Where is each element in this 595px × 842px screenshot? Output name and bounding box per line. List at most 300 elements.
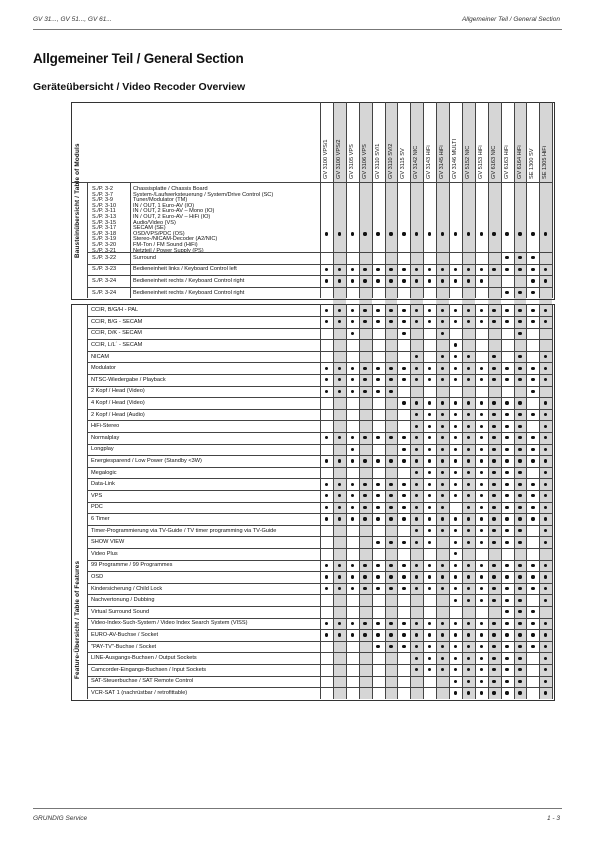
feature-dot bbox=[467, 680, 470, 683]
module-row-dot bbox=[376, 279, 379, 282]
feature-dot bbox=[402, 332, 405, 335]
column-header: GV 6163 HiFi bbox=[503, 145, 510, 179]
column-line bbox=[372, 102, 373, 298]
feature-dot bbox=[480, 309, 483, 312]
feature-dot bbox=[376, 517, 379, 520]
feature-dot bbox=[480, 691, 483, 694]
column-header: SE 1305 HiFi bbox=[542, 146, 549, 179]
row-line bbox=[87, 397, 553, 398]
feature-dot bbox=[402, 309, 405, 312]
feature-dot bbox=[518, 680, 521, 683]
feature-dot bbox=[531, 483, 534, 486]
column-line bbox=[359, 102, 360, 298]
feature-dot bbox=[505, 691, 508, 694]
feature-name: CCIR, B/G/H - PAL bbox=[91, 307, 139, 314]
row-line bbox=[87, 664, 553, 665]
row-line bbox=[87, 618, 553, 619]
module-row-dot bbox=[402, 279, 405, 282]
feature-dot bbox=[467, 425, 470, 428]
feature-dot bbox=[518, 599, 521, 602]
feature-dot bbox=[480, 599, 483, 602]
feature-name: SAT-Steuerbuchse / SAT Remote Control bbox=[91, 678, 194, 685]
feature-dot bbox=[505, 309, 508, 312]
module-row-ref: S./P. 3-22 bbox=[92, 254, 117, 261]
row-line bbox=[87, 374, 553, 375]
module-name: Chassisplatte / Chassis Board bbox=[133, 186, 208, 192]
feature-dot bbox=[518, 633, 521, 636]
column-line bbox=[397, 102, 398, 298]
feature-dot bbox=[338, 459, 341, 462]
feature-name: SHOW VIEW bbox=[91, 539, 125, 546]
feature-dot bbox=[363, 459, 366, 462]
feature-dot bbox=[376, 587, 379, 590]
feature-dot bbox=[531, 575, 534, 578]
feature-dot bbox=[518, 645, 521, 648]
feature-dot bbox=[376, 633, 379, 636]
module-group-dot bbox=[402, 232, 405, 235]
feature-dot bbox=[363, 506, 366, 509]
feature-name: NICAM bbox=[91, 353, 110, 360]
feature-dot bbox=[480, 448, 483, 451]
module-group-dot bbox=[441, 232, 444, 235]
module-group-dot bbox=[492, 232, 495, 235]
feature-dot bbox=[518, 517, 521, 520]
feature-dot bbox=[441, 633, 444, 636]
feature-name: Longplay bbox=[91, 446, 114, 453]
feature-dot bbox=[480, 575, 483, 578]
feature-dot bbox=[325, 575, 328, 578]
feature-dot bbox=[454, 459, 457, 462]
feature-dot bbox=[467, 633, 470, 636]
feature-dot bbox=[505, 657, 508, 660]
feature-name: Virtual Surround Sound bbox=[91, 608, 150, 615]
feature-dot bbox=[363, 367, 366, 370]
feature-dot bbox=[351, 622, 354, 625]
row-line bbox=[87, 536, 553, 537]
feature-dot bbox=[480, 541, 483, 544]
feature-name: VCR-SAT 1 (nachrüstbar / retrofittable) bbox=[91, 690, 188, 696]
feature-dot bbox=[351, 564, 354, 567]
feature-name: 2 Kopf / Head (Video) bbox=[91, 388, 145, 395]
row-line bbox=[87, 594, 553, 595]
module-ref: S./P. 3-21 bbox=[92, 247, 117, 254]
row-line bbox=[87, 420, 553, 421]
module-ref: S./P. 3-19 bbox=[92, 236, 117, 243]
header-bottom-line bbox=[71, 182, 553, 183]
column-line bbox=[501, 102, 502, 298]
feature-dot bbox=[480, 459, 483, 462]
feature-dot bbox=[480, 367, 483, 370]
feature-dot bbox=[467, 367, 470, 370]
feature-dot bbox=[402, 401, 405, 404]
row-line bbox=[87, 287, 553, 288]
feature-dot bbox=[402, 459, 405, 462]
feature-dot bbox=[325, 633, 328, 636]
feature-name: 6 Timer bbox=[91, 516, 110, 522]
column-line bbox=[514, 102, 515, 298]
row-line bbox=[87, 560, 553, 561]
feature-dot bbox=[389, 587, 392, 590]
feature-dot bbox=[351, 506, 354, 509]
module-row-dot bbox=[389, 279, 392, 282]
row-line bbox=[87, 444, 553, 445]
feature-dot bbox=[376, 390, 379, 393]
row-line bbox=[87, 502, 553, 503]
feature-dot bbox=[467, 622, 470, 625]
module-row-dot bbox=[389, 268, 392, 271]
row-line bbox=[87, 548, 553, 549]
column-line bbox=[449, 102, 450, 298]
column-header: SE 1300 SV bbox=[529, 148, 536, 179]
feature-name: Modulator bbox=[91, 365, 116, 372]
feature-dot bbox=[454, 517, 457, 520]
feature-dot bbox=[492, 575, 495, 578]
feature-name: 2 Kopf / Head (Audio) bbox=[91, 411, 145, 418]
feature-dot bbox=[518, 309, 521, 312]
feature-dot bbox=[351, 459, 354, 462]
column-header: GV 5153 HiFi bbox=[477, 145, 484, 179]
column-header: GV 3110 SV/2 bbox=[387, 143, 394, 179]
feature-dot bbox=[492, 367, 495, 370]
feature-dot bbox=[402, 541, 405, 544]
feature-dot bbox=[454, 691, 457, 694]
feature-dot bbox=[518, 355, 521, 358]
module-row-dot bbox=[480, 279, 483, 282]
footer-right: 1 - 3 bbox=[546, 815, 560, 822]
modules-side-label: Bausteinübersicht / Table of Moduls bbox=[74, 143, 81, 259]
feature-dot bbox=[363, 517, 366, 520]
feature-dot bbox=[441, 459, 444, 462]
module-name: Netzteil / Power Supply (PS) bbox=[133, 247, 204, 254]
feature-dot bbox=[505, 401, 508, 404]
module-row-dot bbox=[505, 268, 508, 271]
feature-dot bbox=[467, 401, 470, 404]
row-line bbox=[87, 467, 553, 468]
feature-dot bbox=[376, 622, 379, 625]
feature-dot bbox=[518, 413, 521, 416]
module-name: IN / OUT, 2 Euro-AV – HiFi (IO) bbox=[133, 214, 211, 220]
module-row-dot bbox=[338, 279, 341, 282]
module-row-ref: S./P. 3-24 bbox=[92, 278, 117, 284]
feature-dot bbox=[454, 343, 457, 346]
feature-dot bbox=[480, 680, 483, 683]
feature-dot bbox=[518, 332, 521, 335]
feature-dot bbox=[338, 390, 341, 393]
module-row-dot bbox=[467, 279, 470, 282]
module-row-dot bbox=[338, 268, 341, 271]
feature-dot bbox=[505, 413, 508, 416]
module-group-dot bbox=[338, 232, 341, 235]
feature-dot bbox=[505, 506, 508, 509]
feature-dot bbox=[351, 448, 354, 451]
feature-dot bbox=[505, 622, 508, 625]
module-row-dot bbox=[351, 279, 354, 282]
row-line bbox=[87, 629, 553, 630]
module-ref: S./P. 3-2 bbox=[92, 186, 114, 192]
module-ref: S./P. 3-20 bbox=[92, 242, 117, 248]
feature-dot bbox=[402, 483, 405, 486]
feature-dot bbox=[325, 309, 328, 312]
feature-dot bbox=[389, 633, 392, 636]
column-line bbox=[436, 102, 437, 298]
row-line bbox=[87, 490, 553, 491]
feature-dot bbox=[531, 587, 534, 590]
feature-dot bbox=[467, 599, 470, 602]
module-row-dot bbox=[351, 268, 354, 271]
feature-dot bbox=[518, 657, 521, 660]
feature-dot bbox=[402, 367, 405, 370]
feature-dot bbox=[351, 575, 354, 578]
feature-dot bbox=[389, 575, 392, 578]
footer-rule bbox=[33, 808, 562, 809]
feature-dot bbox=[338, 309, 341, 312]
feature-dot bbox=[389, 622, 392, 625]
feature-dot bbox=[531, 413, 534, 416]
feature-dot bbox=[505, 471, 508, 474]
column-line bbox=[552, 102, 553, 298]
feature-dot bbox=[518, 367, 521, 370]
feature-dot bbox=[505, 633, 508, 636]
header-right: Allgemeiner Teil / General Section bbox=[461, 16, 560, 23]
column-header: GV 6164 HiFi bbox=[516, 145, 523, 179]
feature-dot bbox=[402, 633, 405, 636]
module-name: IN / OUT, 1 Euro-AV (IO) bbox=[133, 202, 195, 209]
feature-dot bbox=[467, 691, 470, 694]
feature-dot bbox=[454, 633, 457, 636]
feature-dot bbox=[467, 657, 470, 660]
row-line bbox=[87, 328, 553, 329]
column-header: GV 3105 VPS bbox=[348, 144, 355, 179]
column-header: GV 3146 MULTI bbox=[452, 139, 458, 179]
feature-dot bbox=[467, 541, 470, 544]
row-line bbox=[87, 687, 553, 688]
row-line bbox=[87, 339, 553, 340]
feature-dot bbox=[518, 401, 521, 404]
feature-dot bbox=[338, 575, 341, 578]
feature-dot bbox=[325, 367, 328, 370]
feature-dot bbox=[454, 401, 457, 404]
feature-name: "PAY-TV"-Buchse / Socket bbox=[91, 643, 157, 650]
feature-dot bbox=[467, 448, 470, 451]
module-ref: S./P. 3-13 bbox=[92, 214, 117, 220]
feature-dot bbox=[492, 483, 495, 486]
feature-dot bbox=[505, 541, 508, 544]
feature-dot bbox=[351, 633, 354, 636]
module-group-dot bbox=[518, 232, 521, 235]
feature-name: CCIR, L/L´ - SECAM bbox=[91, 342, 143, 348]
feature-dot bbox=[428, 401, 431, 404]
column-line bbox=[385, 102, 386, 298]
feature-dot bbox=[518, 691, 521, 694]
module-group-dot bbox=[531, 232, 534, 235]
feature-dot bbox=[363, 390, 366, 393]
feature-name: Energiesparend / Low Power (Standby <3W) bbox=[91, 458, 202, 464]
column-header: GV 3100 VPS/1 bbox=[323, 139, 329, 179]
feature-dot bbox=[351, 309, 354, 312]
column-line bbox=[320, 102, 321, 298]
module-row-dot bbox=[467, 268, 470, 271]
feature-dot bbox=[492, 309, 495, 312]
feature-dot bbox=[454, 599, 457, 602]
feature-dot bbox=[454, 541, 457, 544]
feature-dot bbox=[480, 517, 483, 520]
feature-dot bbox=[338, 517, 341, 520]
feature-dot bbox=[492, 680, 495, 683]
module-group-dot bbox=[389, 232, 392, 235]
feature-dot bbox=[376, 645, 379, 648]
module-ref: S./P. 3-11 bbox=[92, 208, 116, 215]
features-side-label: Feature-Übersicht / Table of Features bbox=[74, 560, 81, 679]
column-header: GV 3142 NIC bbox=[413, 145, 420, 179]
feature-dot bbox=[363, 622, 366, 625]
feature-dot bbox=[492, 564, 495, 567]
module-row-ref: S./P. 3-23 bbox=[92, 266, 117, 273]
column-line bbox=[333, 102, 334, 298]
column-header: GV 3145 HiFi bbox=[439, 145, 446, 179]
feature-dot bbox=[505, 425, 508, 428]
feature-name: LINE-Ausgangs-Buchsen / Output Sockets bbox=[91, 655, 197, 662]
module-group-dot bbox=[325, 232, 328, 235]
feature-dot bbox=[389, 367, 392, 370]
row-line bbox=[87, 362, 553, 363]
feature-dot bbox=[492, 541, 495, 544]
feature-dot bbox=[531, 309, 534, 312]
column-line bbox=[410, 102, 411, 298]
feature-dot bbox=[402, 645, 405, 648]
row-line bbox=[87, 676, 553, 677]
feature-dot bbox=[518, 541, 521, 544]
row-line bbox=[87, 252, 553, 253]
feature-dot bbox=[505, 587, 508, 590]
feature-dot bbox=[402, 448, 405, 451]
feature-dot bbox=[531, 622, 534, 625]
feature-dot bbox=[518, 575, 521, 578]
feature-dot bbox=[505, 448, 508, 451]
feature-dot bbox=[428, 459, 431, 462]
feature-name: Video Plus bbox=[91, 550, 118, 557]
feature-dot bbox=[389, 483, 392, 486]
page-title: Allgemeiner Teil / General Section bbox=[33, 51, 244, 66]
module-group-dot bbox=[351, 232, 354, 235]
feature-dot bbox=[389, 390, 392, 393]
feature-name: 99 Programme / 99 Programmes bbox=[91, 562, 173, 569]
feature-dot bbox=[402, 517, 405, 520]
feature-dot bbox=[363, 483, 366, 486]
feature-dot bbox=[389, 309, 392, 312]
feature-name: EURO-AV-Buchse / Socket bbox=[91, 632, 159, 638]
feature-dot bbox=[467, 517, 470, 520]
feature-dot bbox=[338, 506, 341, 509]
feature-dot bbox=[454, 309, 457, 312]
row-line bbox=[87, 478, 553, 479]
feature-dot bbox=[389, 645, 392, 648]
column-header: GV 3110 SV/1 bbox=[374, 143, 381, 179]
column-line bbox=[475, 102, 476, 298]
feature-dot bbox=[531, 448, 534, 451]
module-row-dot bbox=[531, 291, 534, 294]
side-band-line bbox=[87, 182, 88, 298]
module-ref: S./P. 3-7 bbox=[92, 191, 114, 198]
feature-dot bbox=[351, 367, 354, 370]
feature-dot bbox=[376, 483, 379, 486]
feature-dot bbox=[505, 680, 508, 683]
row-line bbox=[87, 386, 553, 387]
feature-dot bbox=[467, 483, 470, 486]
column-line bbox=[423, 102, 424, 298]
feature-name: OSD bbox=[91, 574, 104, 580]
column-line bbox=[526, 102, 527, 298]
header-left: GV 31..., GV 51..., GV 61... bbox=[33, 16, 112, 23]
column-line bbox=[462, 102, 463, 298]
module-name: System-/Laufwerksteuerung / System/Drive Control (SC) bbox=[133, 191, 274, 198]
section-title: Geräteübersicht / Video Recoder Overview bbox=[33, 81, 246, 93]
feature-dot bbox=[454, 657, 457, 660]
module-group-dot bbox=[376, 232, 379, 235]
feature-dot bbox=[492, 517, 495, 520]
feature-dot bbox=[376, 506, 379, 509]
feature-dot bbox=[428, 517, 431, 520]
row-line bbox=[87, 264, 553, 265]
column-line bbox=[346, 102, 347, 298]
feature-name: Kindersicherung / Child Lock bbox=[91, 585, 163, 592]
feature-dot bbox=[454, 425, 457, 428]
feature-dot bbox=[505, 564, 508, 567]
module-row-dot bbox=[441, 279, 444, 282]
module-group-dot bbox=[505, 232, 508, 235]
feature-dot bbox=[531, 645, 534, 648]
module-name: OSD/VPS/PDC (OS) bbox=[133, 230, 185, 237]
feature-dot bbox=[518, 471, 521, 474]
module-row-dot bbox=[531, 279, 534, 282]
module-row-dot bbox=[518, 268, 521, 271]
feature-dot bbox=[428, 633, 431, 636]
feature-dot bbox=[467, 459, 470, 462]
feature-dot bbox=[492, 657, 495, 660]
feature-dot bbox=[467, 506, 470, 509]
feature-dot bbox=[480, 506, 483, 509]
column-header: GV 3143 HiFi bbox=[426, 145, 433, 179]
feature-dot bbox=[518, 564, 521, 567]
feature-dot bbox=[492, 599, 495, 602]
row-line bbox=[87, 606, 553, 607]
row-line bbox=[87, 316, 553, 317]
feature-dot bbox=[531, 459, 534, 462]
feature-dot bbox=[518, 459, 521, 462]
feature-dot bbox=[376, 564, 379, 567]
module-name: IN / OUT, 2 Euro-AV – Mono (IO) bbox=[133, 208, 215, 215]
module-row-dot bbox=[363, 268, 366, 271]
module-row-dot bbox=[531, 268, 534, 271]
module-row-dot bbox=[376, 268, 379, 271]
feature-dot bbox=[441, 575, 444, 578]
feature-dot bbox=[376, 367, 379, 370]
feature-name: Video-Index-Such-System / Video Index Search System (VISS) bbox=[91, 620, 248, 627]
module-row-dot bbox=[363, 279, 366, 282]
module-name: Audio/Video (VS) bbox=[133, 219, 176, 226]
module-ref: S./P. 3-9 bbox=[92, 197, 114, 204]
feature-dot bbox=[441, 401, 444, 404]
row-line bbox=[87, 409, 553, 410]
module-row-name: Bedieneinheit rechts / Keyboard Control right bbox=[133, 278, 245, 284]
feature-name: NTSC-Wiedergabe / Playback bbox=[91, 376, 166, 383]
feature-dot bbox=[402, 506, 405, 509]
module-row-dot bbox=[428, 279, 431, 282]
feature-dot bbox=[325, 459, 328, 462]
feature-dot bbox=[505, 367, 508, 370]
module-name: Tuner/Modulator (TM) bbox=[133, 197, 188, 204]
feature-dot bbox=[480, 622, 483, 625]
feature-name: PDC bbox=[91, 504, 103, 511]
